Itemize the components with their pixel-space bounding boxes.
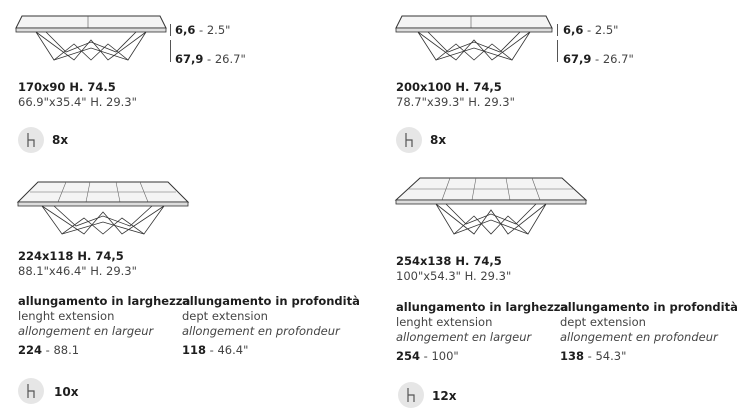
ext-width-fr-254: allongement en largeur [396,330,532,344]
table-drawing-170x90 [16,12,166,64]
ext-depth-title-224: allungamento in profondità [182,294,360,308]
size-cm-224: 224x118 H. 74,5 [18,249,124,263]
ext-width-value-254: 254 - 100" [396,349,459,363]
seat-count-200: 8x [430,133,447,147]
top-thickness-170: 6,6 - 2.5" [175,23,231,37]
size-in-170: 66.9"x35.4" H. 29.3" [18,95,137,109]
ext-depth-en-224: dept extension [182,309,268,323]
size-cm-200: 200x100 H. 74,5 [396,80,502,94]
ext-depth-title-254: allungamento in profondità [560,300,738,314]
size-cm-254: 254x138 H. 74,5 [396,254,502,268]
size-in-254: 100"x54.3" H. 29.3" [396,269,512,283]
ext-width-en-254: lenght extension [396,315,493,329]
table-drawing-224x118 [18,180,188,238]
top-thickness-200: 6,6 - 2.5" [563,23,619,37]
seat-count-170: 8x [52,133,69,147]
size-in-224: 88.1"x46.4" H. 29.3" [18,264,137,278]
leg-height-200: 67,9 - 26.7" [563,52,634,66]
table-drawing-254x138 [396,176,586,238]
ext-width-en-224: lenght extension [18,309,115,323]
seat-count-254: 12x [432,389,457,403]
ext-width-value-224: 224 - 88.1 [18,343,80,357]
ext-width-title-224: allungamento in larghezza [18,294,191,308]
table-drawing-200x100 [396,12,552,64]
ext-width-fr-224: allongement en largeur [18,324,154,338]
ext-depth-fr-254: allongement en profondeur [560,330,718,344]
chair-icon [18,127,44,153]
leg-height-170: 67,9 - 26.7" [175,52,246,66]
ext-depth-fr-224: allongement en profondeur [182,324,340,338]
ext-depth-value-224: 118 - 46.4" [182,343,249,357]
ext-width-title-254: allungamento in larghezza [396,300,569,314]
chair-icon [398,382,424,408]
ext-depth-value-254: 138 - 54.3" [560,349,627,363]
size-cm-170: 170x90 H. 74.5 [18,80,116,94]
chair-icon [396,127,422,153]
chair-icon [18,378,44,404]
seat-count-224: 10x [54,385,79,399]
ext-depth-en-254: dept extension [560,315,646,329]
size-in-200: 78.7"x39.3" H. 29.3" [396,95,515,109]
